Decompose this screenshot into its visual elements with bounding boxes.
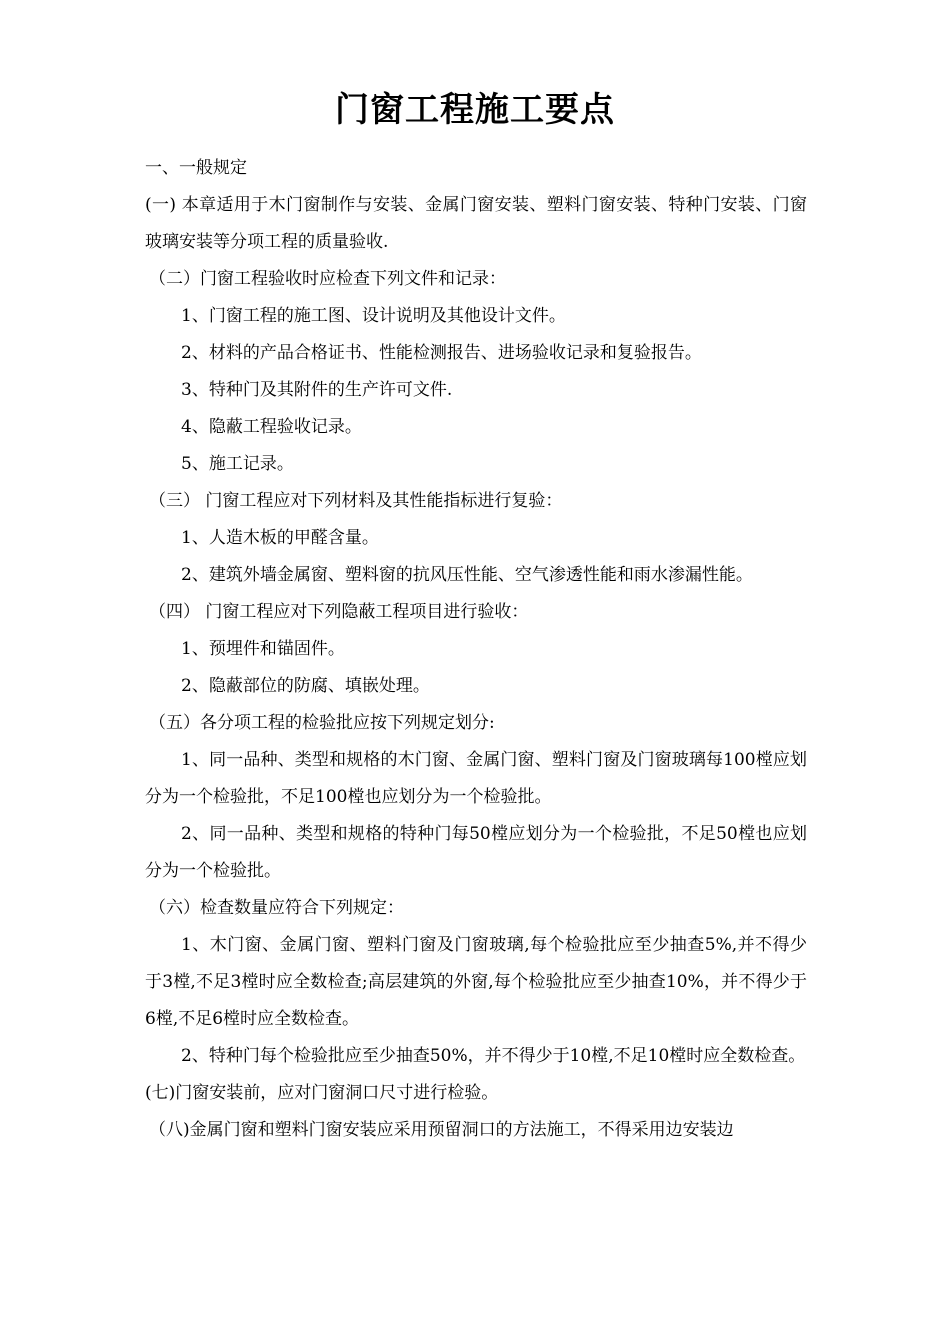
clause-paragraph: （二）门窗工程验收时应检查下列文件和记录： — [149, 269, 506, 289]
clause-paragraph: （四） 门窗工程应对下列隐蔽工程项目进行验收： — [149, 602, 529, 622]
list-item: 4、隐蔽工程验收记录。 — [181, 417, 362, 437]
list-item: 2、同一品种、类型和规格的特种门每50樘应划分为一个检验批，不足50樘也应划分为一个检验批。 — [145, 824, 807, 881]
list-item: 5、施工记录。 — [181, 454, 294, 474]
list-item: 1、同一品种、类型和规格的木门窗、金属门窗、塑料门窗及门窗玻璃每100樘应划分为一个检验批，不足100樘也应划分为一个检验批。 — [145, 750, 807, 807]
clause-paragraph: （八)金属门窗和塑料门窗安装应采用预留洞口的方法施工，不得采用边安装边 — [149, 1120, 734, 1140]
section-heading: 一、一般规定 — [145, 158, 247, 178]
document-title: 门窗工程施工要点 — [335, 90, 615, 130]
list-item: 3、特种门及其附件的生产许可文件. — [181, 380, 453, 400]
clause-paragraph: (七)门窗安装前，应对门窗洞口尺寸进行检验。 — [145, 1083, 499, 1103]
list-item: 1、预埋件和锚固件。 — [181, 639, 345, 659]
list-item: 2、材料的产品合格证书、性能检测报告、进场验收记录和复验报告。 — [181, 343, 702, 363]
clause-paragraph: （三） 门窗工程应对下列材料及其性能指标进行复验： — [149, 491, 563, 511]
list-item: 1、人造木板的甲醛含量。 — [181, 528, 379, 548]
list-item: 1、木门窗、金属门窗、塑料门窗及门窗玻璃,每个检验批应至少抽查5%,并不得少于3樘,不足3樘时应全数检查;高层建筑的外窗,每个检验批应至少抽查10%，并不得少于6樘,不足6樘时应全数检查。 — [145, 935, 807, 1029]
list-item: 2、特种门每个检验批应至少抽查50%，并不得少于10樘,不足10樘时应全数检查。 — [181, 1046, 806, 1066]
list-item: 2、隐蔽部位的防腐、填嵌处理。 — [181, 676, 430, 696]
document-body — [145, 150, 807, 1149]
clause-paragraph: (一) 本章适用于木门窗制作与安装、金属门窗安装、塑料门窗安装、特种门安装、门窗玻璃安装等分项工程的质量验收. — [145, 195, 807, 252]
list-item: 2、建筑外墙金属窗、塑料窗的抗风压性能、空气渗透性能和雨水渗漏性能。 — [181, 565, 753, 585]
list-item: 1、门窗工程的施工图、设计说明及其他设计文件。 — [181, 306, 566, 326]
clause-paragraph: （五）各分项工程的检验批应按下列规定划分: — [149, 713, 495, 733]
clause-paragraph: （六）检查数量应符合下列规定： — [149, 898, 404, 918]
